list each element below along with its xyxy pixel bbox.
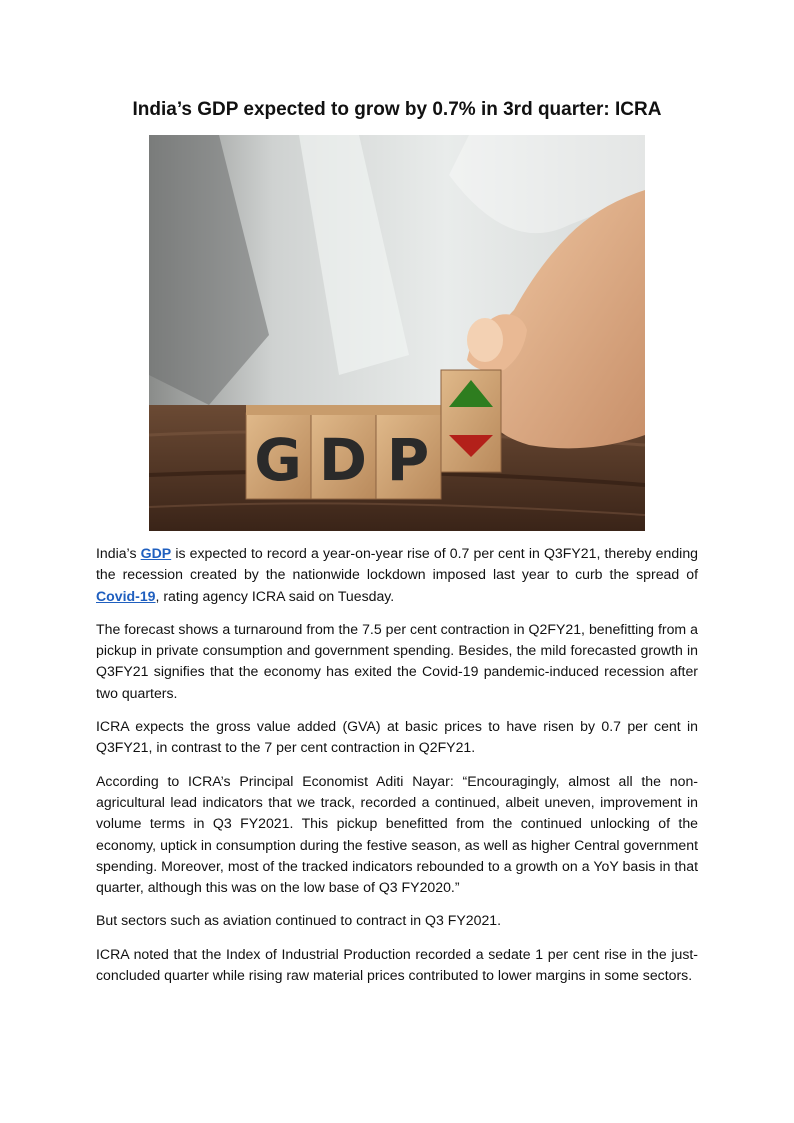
gdp-link[interactable]: GDP xyxy=(140,545,172,561)
paragraph: But sectors such as aviation continued to contract in Q3 FY2021. xyxy=(96,912,502,929)
article-title: India’s GDP expected to grow by 0.7% in 3rd quarter: ICRA xyxy=(132,99,662,120)
paragraph-text: , rating agency ICRA said on Tuesday. xyxy=(155,587,395,604)
block-letter: D xyxy=(318,426,368,494)
paragraph-text: India’s xyxy=(96,545,141,561)
gdp-blocks-photo xyxy=(149,135,645,531)
paragraph: According to ICRA’s Principal Economist Aditi Nayar: “Encouragingly, almost all the non-agricultural lead indicators that we track, recorded a continued, albeit uneven, improvement in volume terms in Q3 FY2021. This pickup benefitted from the continued unlocking of the economy, uptick in consumption during the festive season, as well as higher Central government spending. Moreover, most of the tracked indicators rebounded to a growth on a YoY basis in that quarter, although this was on the low base of Q3 FY2020.” xyxy=(96,772,698,896)
paragraph xyxy=(96,543,698,607)
block-letter: P xyxy=(386,426,430,494)
block-letter: G xyxy=(254,426,302,494)
paragraph: ICRA noted that the Index of Industrial Production recorded a sedate 1 per cent rise in the just-concluded quarter while rising raw material prices contributed to lower margins in some sectors. xyxy=(96,945,698,984)
covid-19-link[interactable]: Covid-19 xyxy=(96,587,156,604)
article-body xyxy=(96,543,698,998)
paragraph: ICRA expects the gross value added (GVA) at basic prices to have risen by 0.7 per cent in Q3FY21, in contrast to the 7 per cent contraction in Q2FY21. xyxy=(96,718,698,756)
paragraph-text: is expected to record a year-on-year rise of 0.7 per cent in Q3FY21, thereby ending the recession created by the nationwide lockdown imposed last year to curb the spread of xyxy=(96,545,698,583)
paragraph: The forecast shows a turnaround from the 7.5 per cent contraction in Q2FY21, benefitting from a pickup in private consumption and government spending. Besides, the mild forecasted growth in Q3FY21 signifies that the economy has exited the Covid-19 pandemic-induced recession after two quarters. xyxy=(96,620,698,701)
